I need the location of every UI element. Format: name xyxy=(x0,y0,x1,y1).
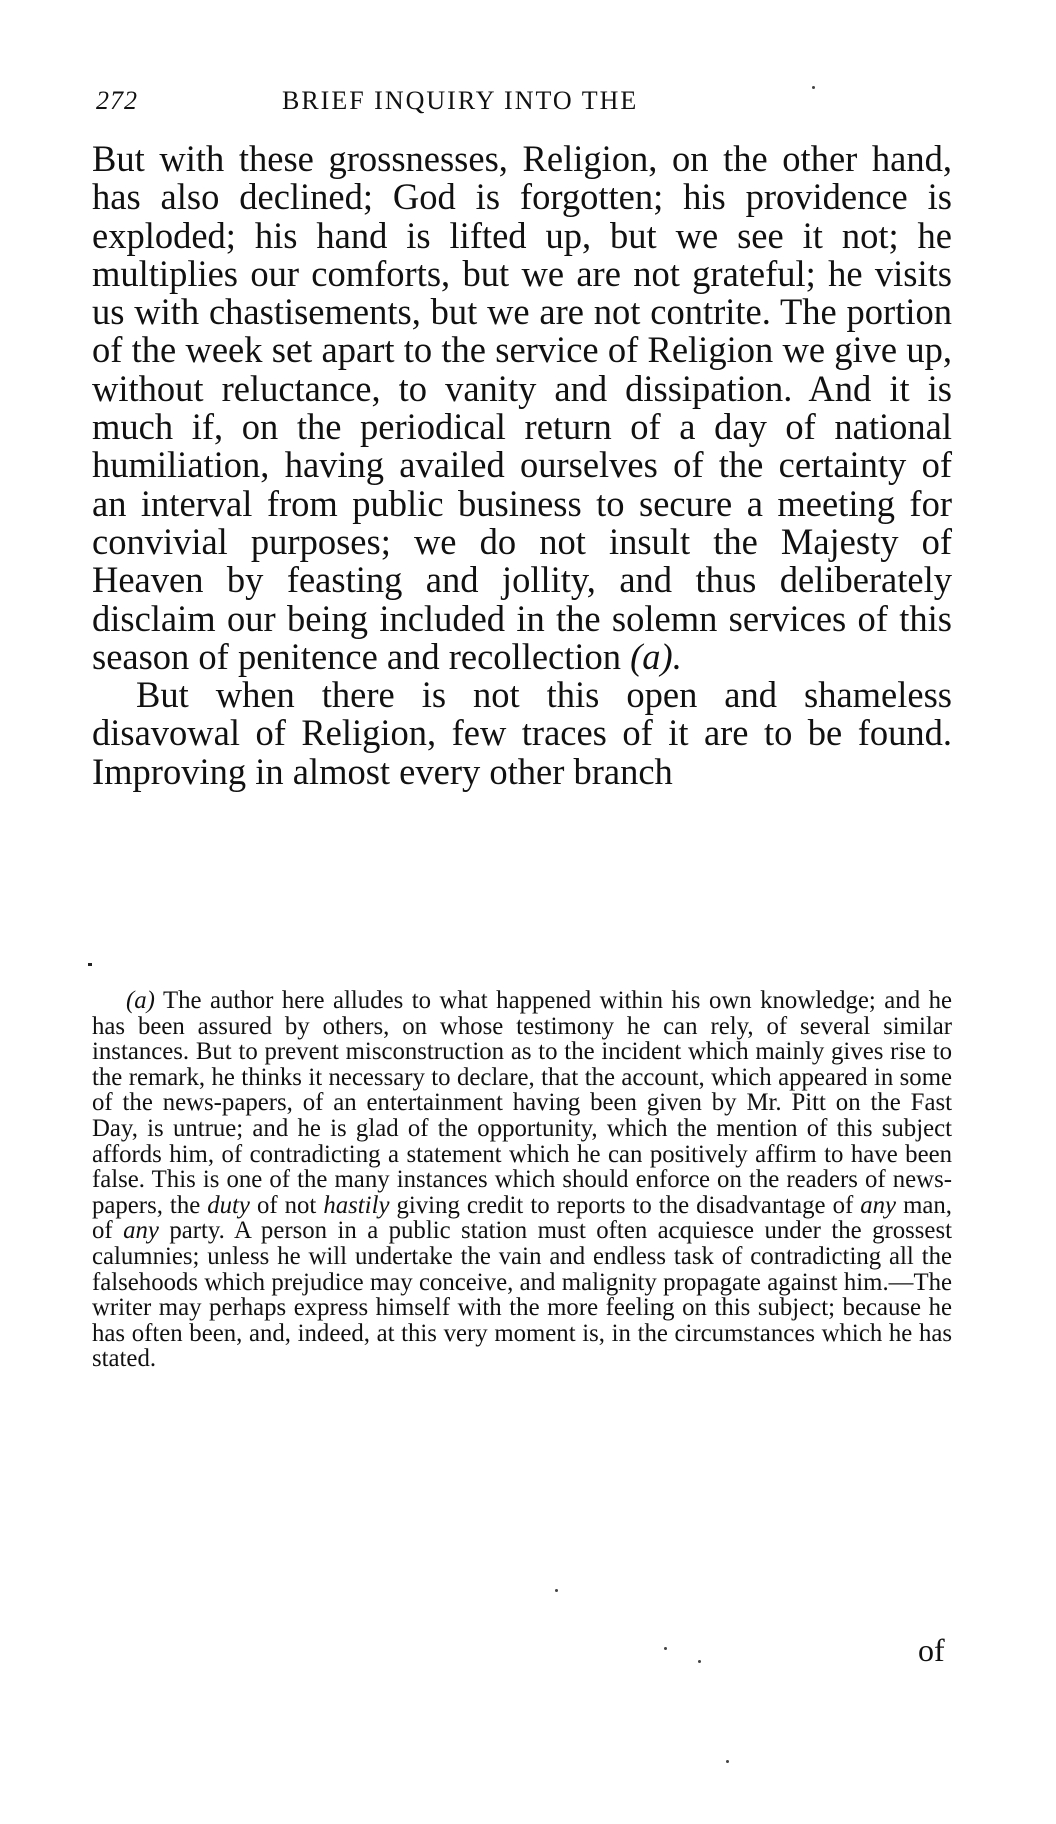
paragraph-1-text: But with these grossnesses, Religion, on the other hand, has also declined; God is forgotten; his providence is exploded; his hand is lifted up, but we see it not; he multiplies our comforts, but we are not grateful; he visits us with chastisements, but we are not contrite. The portion of the week set apart to the service of Religion we give up, without reluctance, to vanity and dissipation. And it is much if, on the periodical return of a day of national humiliation, having availed ourselves of the certainty of an interval from public business to secure a meeting for convivial purposes; we do not insult the Majesty of Heaven by feasting and jollity, and thus deliberately disclaim our being included in the solemn services of this season of penitence and recollection xyxy=(92,138,952,677)
ink-speck xyxy=(726,1760,729,1763)
footnote-emphasis-3: any xyxy=(860,1191,897,1219)
paragraph-2: But when there is not this open and shameless disavowal of Religion, few traces of it are to be found. Improving in almost every other branch xyxy=(92,674,952,792)
footnote-text-3: giving credit to reports to the disadvantage of xyxy=(396,1191,854,1219)
footnote-marker: (a) xyxy=(126,987,155,1014)
footnote-text-4: man, of xyxy=(92,1191,952,1245)
footnote-text-5: party. A person in a public station must often acquiesce under the grossest calumnies; unless he will undertake the vain and endless task of contradicting all the falsehoods which prejudice may conceive, and malignity propagate against him.—The writer may perhaps express himself with the more feeling on this subject; because he has often been, and, indeed, at this very moment is, in the circumstances which he has stated. xyxy=(92,1217,952,1373)
catchword: of xyxy=(918,1632,945,1668)
ink-speck xyxy=(812,86,815,89)
footnote-emphasis-2: hastily xyxy=(323,1191,390,1219)
footnote-paragraph xyxy=(92,988,952,1372)
page-number: 272 xyxy=(96,86,138,115)
footnote-separator xyxy=(88,963,92,966)
paragraph-1 xyxy=(92,140,952,676)
footnote-emphasis-1: duty xyxy=(207,1191,250,1219)
ink-speck xyxy=(664,1647,667,1650)
footnote xyxy=(92,988,952,1372)
running-title: BRIEF INQUIRY INTO THE xyxy=(282,86,639,115)
footnote-emphasis-4: any xyxy=(123,1217,159,1245)
running-head xyxy=(96,86,796,122)
main-text xyxy=(92,140,952,791)
footnote-reference: (a). xyxy=(630,635,682,677)
ink-speck xyxy=(698,1660,701,1663)
footnote-text-1: The author here alludes to what happened within his own knowledge; and he has been assured by others, on whose testimony he can rely, of several similar instances. But to prevent misconstruction as to the incident which mainly gives rise to the remark, he thinks it necessary to declare, that the account, which appeared in some of the news-papers, of an entertainment having been given by Mr. Pitt on the Fast Day, is untrue; and he is glad of the opportunity, which the mention of this subject affords him, of contradicting a statement which he can positively affirm to have been false. This is one of the many instances which should enforce on the readers of news-papers, the xyxy=(92,987,952,1219)
footnote-text-2: of not xyxy=(256,1191,317,1219)
ink-speck xyxy=(555,1589,558,1592)
